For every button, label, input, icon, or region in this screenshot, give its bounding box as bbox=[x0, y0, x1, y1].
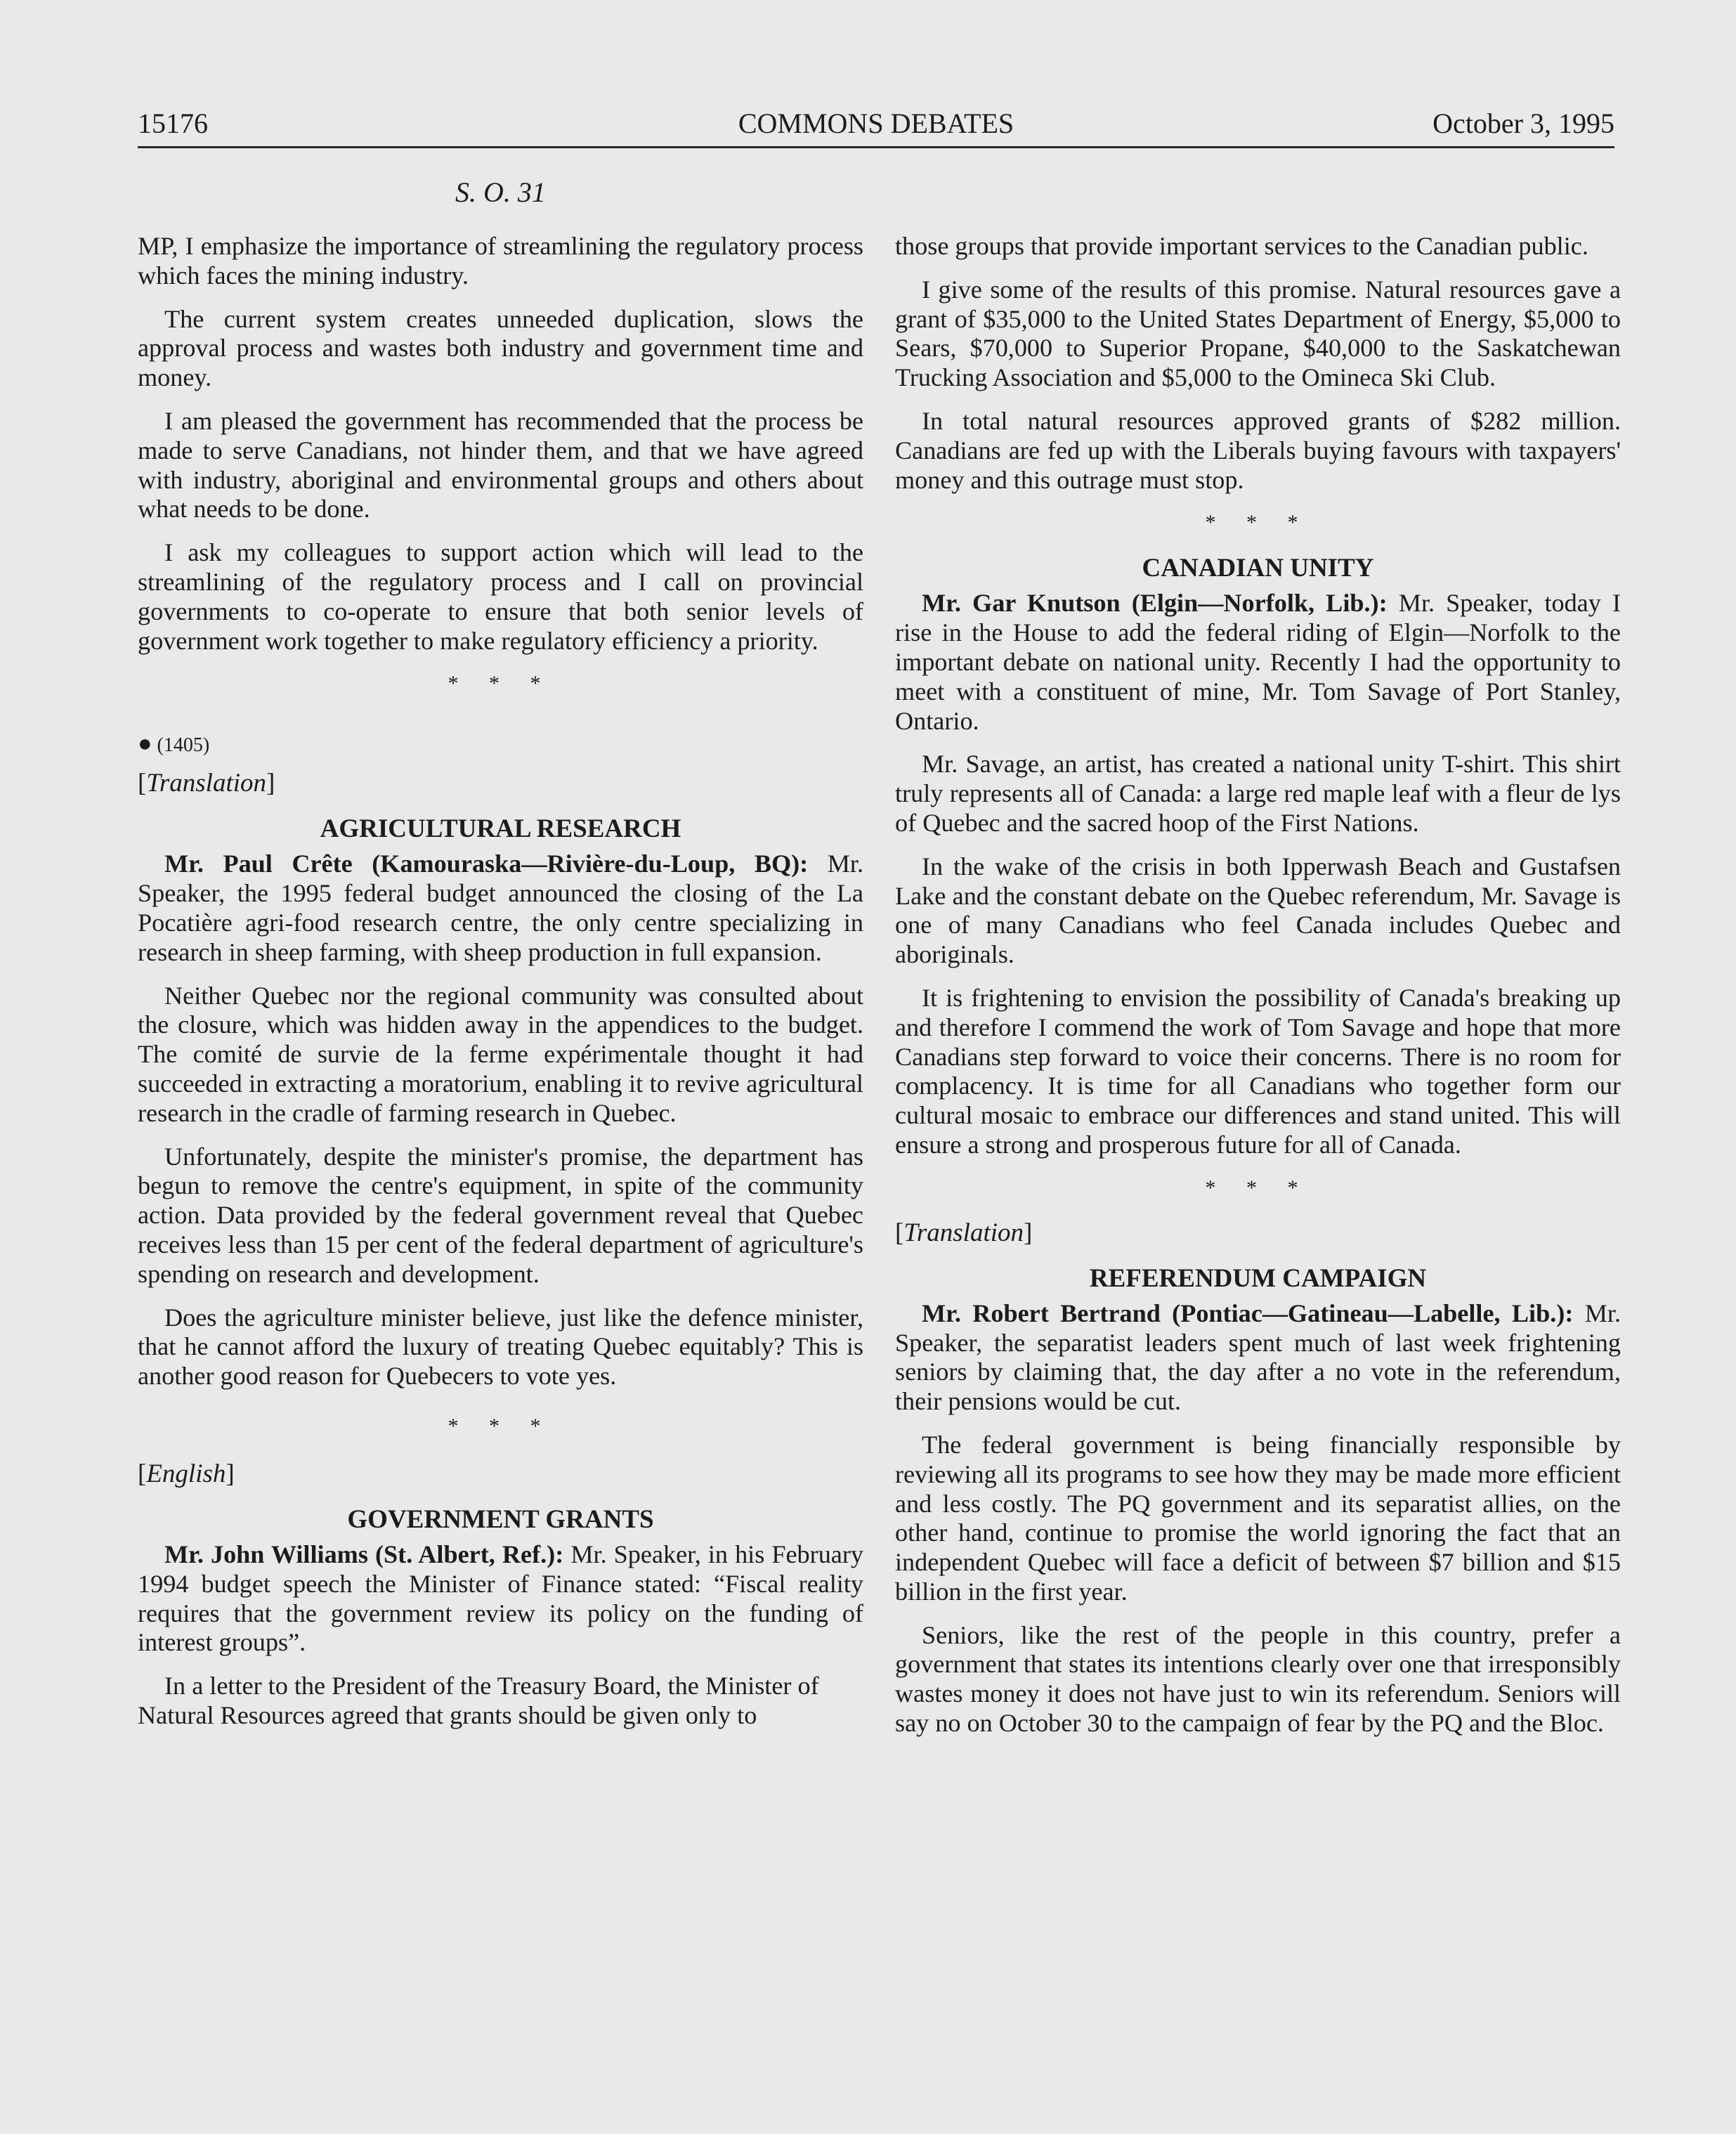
section-heading: GOVERNMENT GRANTS bbox=[347, 1504, 654, 1534]
speech-text: Mr. Speaker, the separatist leaders spent much of last week frightening seniors by claiming that, the day after a no vote in the referendum, their pensions would be cut. bbox=[895, 1299, 1621, 1416]
paragraph: Seniors, like the rest of the people in this country, prefer a government that states its intentions clearly over one that irresponsibly wastes money it does not have just to win its referendum. Seniors will say no on October 30 to the campaign of fear by the PQ and the Bloc. bbox=[895, 1620, 1621, 1738]
paragraph: Neither Quebec nor the regional community was consulted about the closure, which was hidden away in the appendices to the budget. The comité de survie de la ferme expérimentale thought it had succeeded in extracting a moratorium, enabling it to revive agricultural research in the cradle of farming research in Quebec. bbox=[138, 981, 863, 1127]
section-divider: * * * bbox=[1205, 1176, 1311, 1199]
paragraph: Mr. Savage, an artist, has created a national unity T-shirt. This shirt truly represents all of Canada: a large red maple leaf with a fleur de lys of Quebec and the sacred hoop of the First Nations. bbox=[895, 750, 1621, 837]
section-heading: REFERENDUM CAMPAIGN bbox=[1089, 1263, 1427, 1293]
speech-paragraph bbox=[138, 850, 863, 967]
paragraph: The federal government is being financially responsible by reviewing all its programs to see how they may be made more efficient and less costly. The PQ government and its separatist allies, on the other hand, continue to promise the world ignoring the fact that an independent Quebec will face a deficit of between $7 billion and $15 billion in the first year. bbox=[895, 1430, 1621, 1606]
language-tag: [Translation] bbox=[895, 1218, 1033, 1247]
paragraph: I am pleased the government has recommended that the process be made to serve Canadians, not hinder them, and that we have agreed with industry, aboriginal and environmental groups and others about what needs to be done. bbox=[138, 406, 863, 523]
paragraph: The current system creates unneeded duplication, slows the approval process and wastes both industry and government time and money. bbox=[138, 304, 863, 392]
section-heading: CANADIAN UNITY bbox=[1142, 554, 1374, 583]
paragraph: Unfortunately, despite the minister's promise, the department has begun to remove the centre's equipment, in spite of the community action. Data provided by the federal government reveal that Quebec receives less than 15 per cent of the federal department of agriculture's spending on research and development. bbox=[138, 1142, 863, 1288]
speech-text: Mr. Speaker, today I rise in the House to add the federal riding of Elgin—Norfolk to the important debate on national unity. Recently I had the opportunity to meet with a constituent of mine, Mr. Tom Savage of Port Stanley, Ontario. bbox=[895, 589, 1621, 735]
left-column bbox=[138, 232, 863, 1745]
paragraph: In the wake of the crisis in both Ipperwash Beach and Gustafsen Lake and the constant debate on the Quebec referendum, Mr. Savage is one of many Canadians who feel Canada includes Quebec and aboriginals. bbox=[895, 852, 1621, 969]
speaker-name: Mr. Paul Crête (Kamouraska—Rivière-du-Loup, BQ): bbox=[164, 850, 809, 878]
page-number: 15176 bbox=[138, 108, 208, 139]
publication-title: COMMONS DEBATES bbox=[738, 108, 1014, 139]
paragraph: In a letter to the President of the Treasury Board, the Minister of Natural Resources agreed that grants should be given only to bbox=[138, 1672, 819, 1729]
paragraph: MP, I emphasize the importance of streamlining the regulatory process which faces the mining industry. bbox=[138, 232, 863, 289]
section-divider: * * * bbox=[448, 672, 554, 696]
paragraph: Does the agriculture minister believe, just like the defence minister, that he cannot afford the luxury of treating Quebec equitably? This is another good reason for Quebecers to vote yes. bbox=[138, 1303, 863, 1391]
paragraph: I give some of the results of this promise. Natural resources gave a grant of $35,000 to the United States Department of Energy, $5,000 to Sears, $70,000 to Superior Propane, $40,000 to the Saskatchewan Trucking Association and $5,000 to the Omineca Ski Club. bbox=[895, 275, 1621, 392]
section-divider: * * * bbox=[448, 1414, 554, 1438]
speech-paragraph bbox=[895, 1299, 1621, 1417]
paragraph: It is frightening to envision the possibility of Canada's breaking up and therefore I commend the work of Tom Savage and hope that more Canadians step forward to voice their concerns. There is no room for complacency. It is time for all Canadians who together form our cultural mosaic to embrace our differences and stand united. This will ensure a strong and prosperous future for all of Canada. bbox=[895, 983, 1621, 1159]
language-tag-text: English bbox=[146, 1459, 226, 1488]
bullet-icon: ● bbox=[138, 731, 152, 757]
speaker-name: Mr. Gar Knutson (Elgin—Norfolk, Lib.): bbox=[922, 589, 1388, 618]
speech-text: Mr. Speaker, in his February 1994 budget speech the Minister of Finance stated: “Fiscal reality requires that the government review its policy on the funding of interest groups”. bbox=[138, 1540, 863, 1657]
section-divider: * * * bbox=[1205, 511, 1311, 535]
section-heading: AGRICULTURAL RESEARCH bbox=[320, 814, 681, 844]
paragraph: In total natural resources approved grants of $282 million. Canadians are fed up with the Liberals buying favours with taxpayers' money and this outrage must stop. bbox=[895, 406, 1621, 494]
speaker-name: Mr. John Williams (St. Albert, Ref.): bbox=[164, 1540, 564, 1568]
right-column bbox=[895, 232, 1621, 1752]
paragraph: I ask my colleagues to support action which will lead to the streamlining of the regulatory process and I call on provincial governments to co-operate to ensure that both senior levels of government work together to make regulatory efficiency a priority. bbox=[138, 538, 863, 655]
paragraph: those groups that provide important services to the Canadian public. bbox=[895, 232, 1588, 260]
time-marker-text: (1405) bbox=[157, 734, 210, 757]
language-tag: [English] bbox=[138, 1459, 235, 1488]
section-label: S. O. 31 bbox=[455, 176, 546, 208]
page-header bbox=[138, 104, 1614, 143]
language-tag: [Translation] bbox=[138, 769, 275, 798]
speech-paragraph bbox=[138, 1540, 863, 1658]
speaker-name: Mr. Robert Bertrand (Pontiac—Gatineau—Labelle, Lib.): bbox=[922, 1299, 1574, 1327]
speech-text: Mr. Speaker, the 1995 federal budget announced the closing of the La Pocatière agri-food research centre, the only centre specializing in research in sheep farming, with sheep production in full expansion. bbox=[138, 850, 864, 966]
header-rule bbox=[138, 146, 1614, 148]
speech-paragraph bbox=[895, 589, 1621, 736]
language-tag-text: Translation bbox=[146, 769, 267, 798]
page-date: October 3, 1995 bbox=[1432, 108, 1614, 139]
language-tag-text: Translation bbox=[903, 1218, 1024, 1247]
time-marker bbox=[138, 730, 863, 760]
